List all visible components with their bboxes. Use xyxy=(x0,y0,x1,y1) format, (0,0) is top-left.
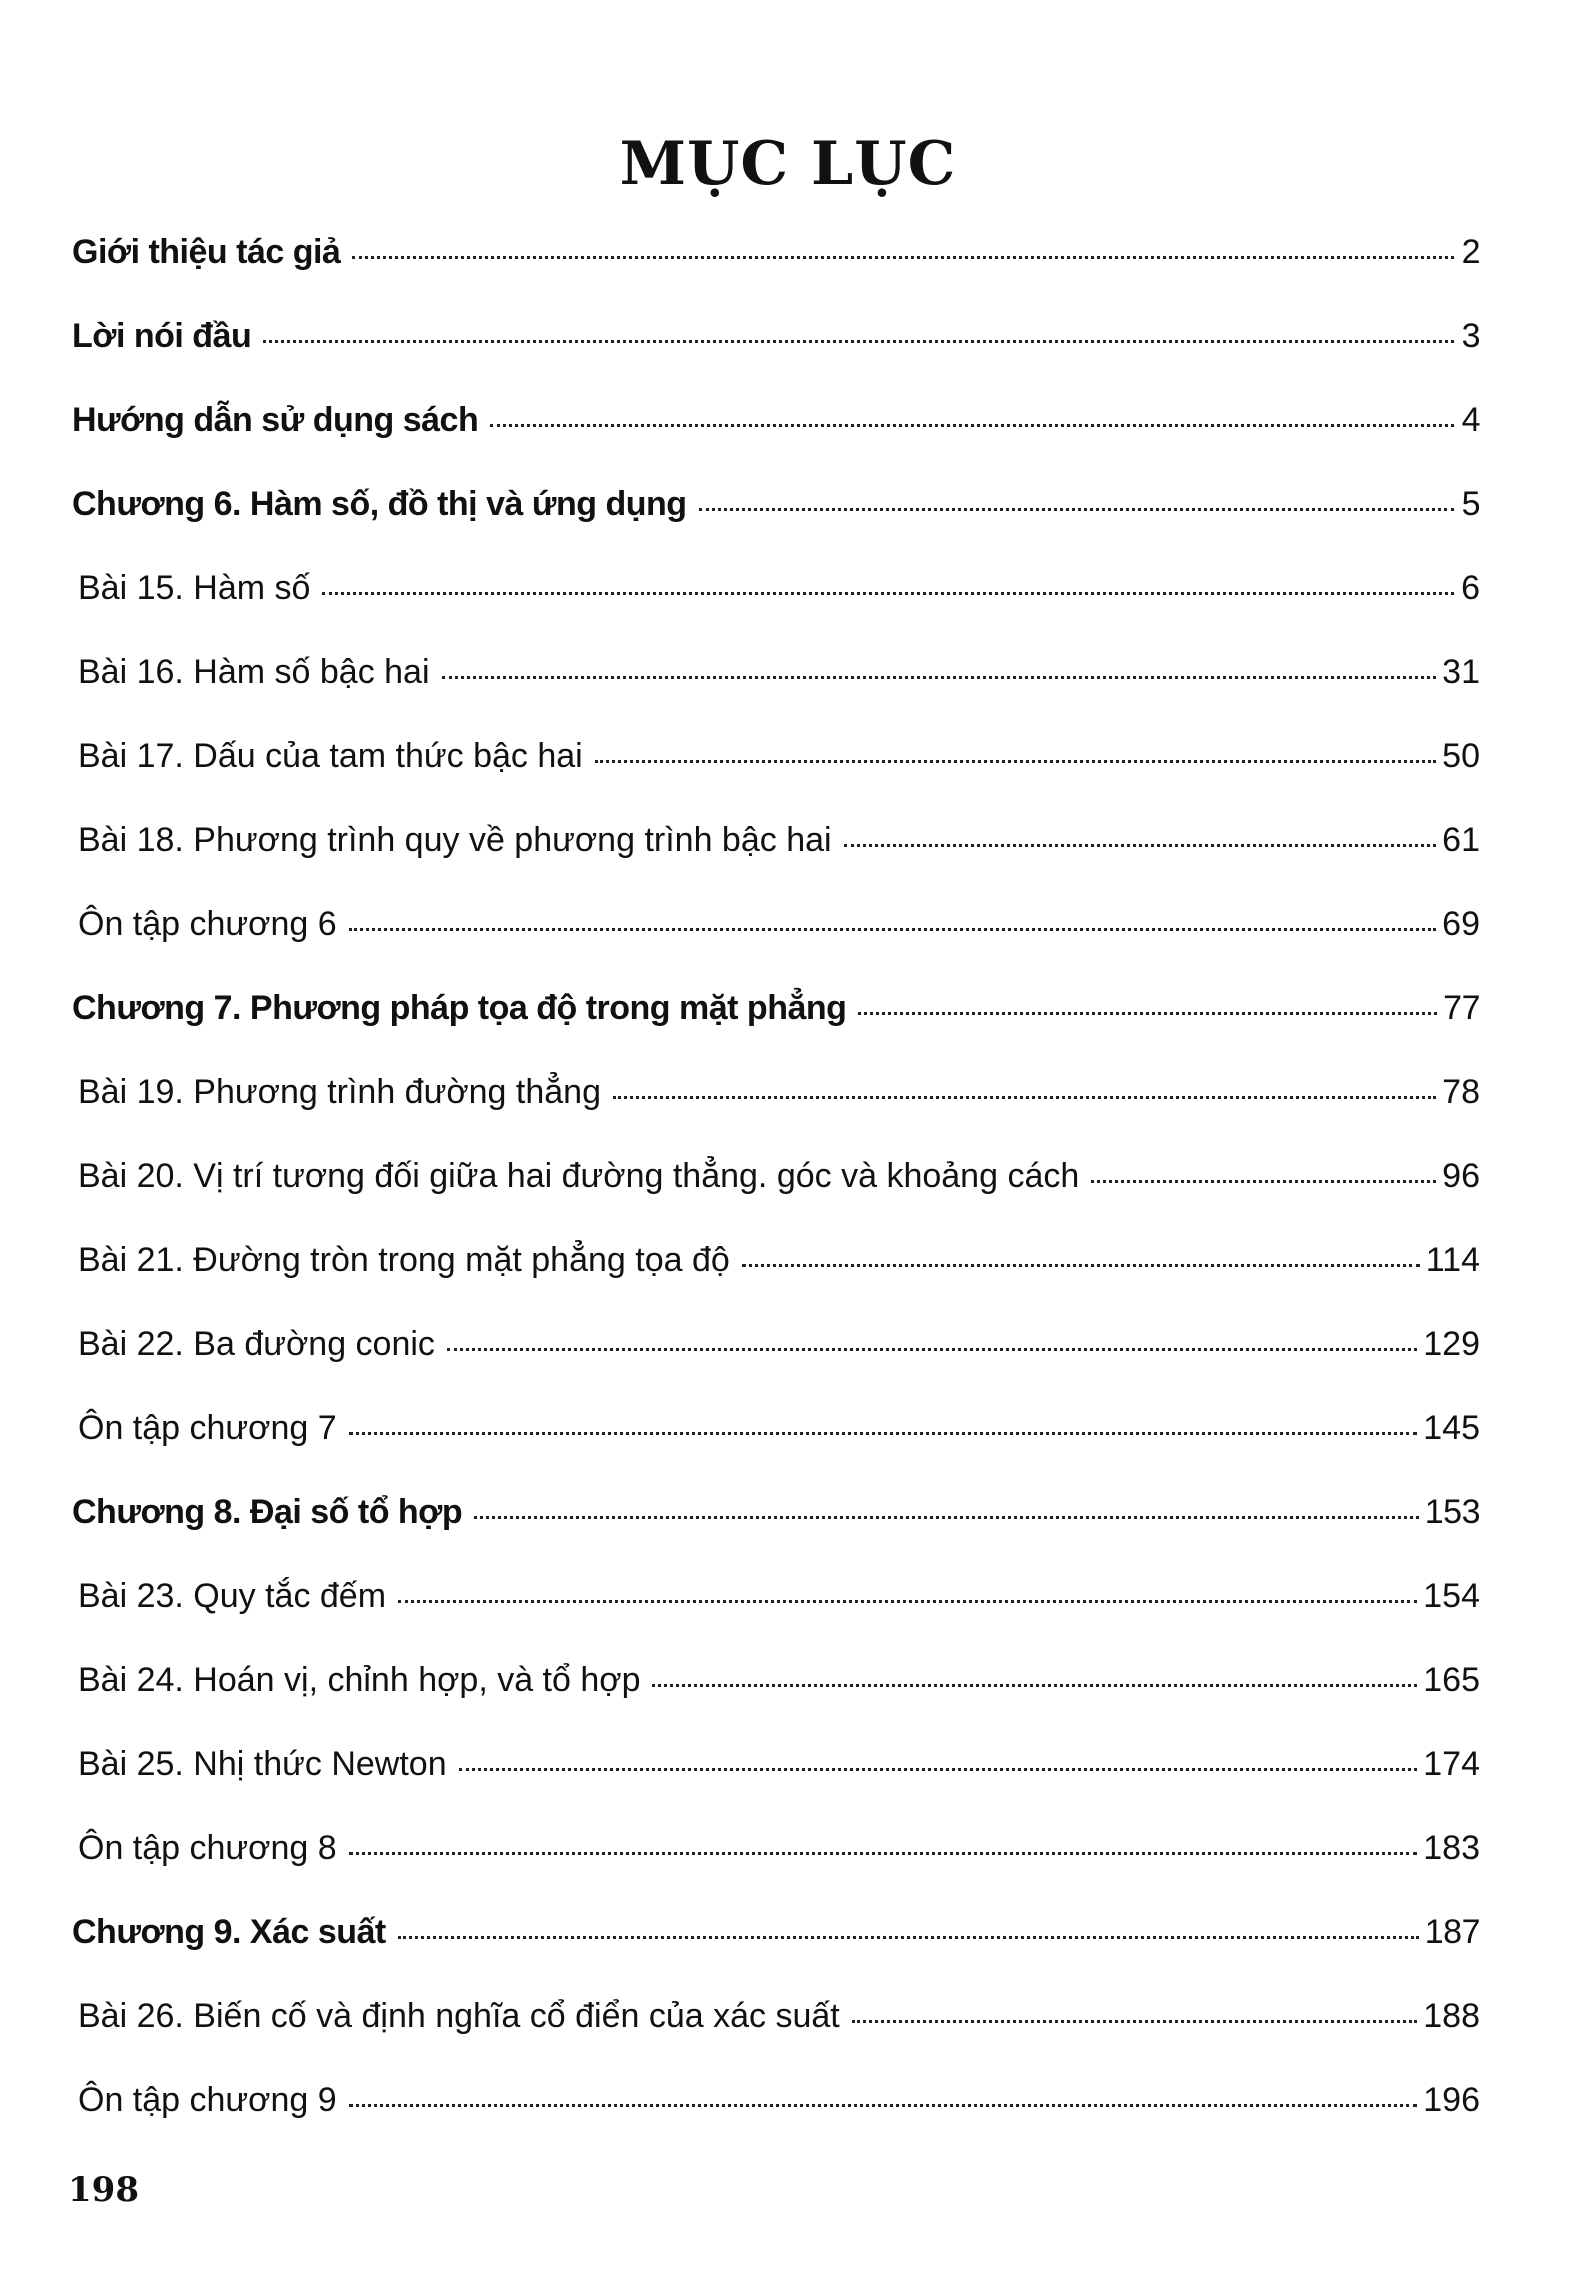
dot-leader xyxy=(742,1264,1420,1267)
toc-entry-page: 50 xyxy=(1442,737,1480,775)
toc-entry-page: 2 xyxy=(1461,233,1480,271)
page-title: MỤC LỤC xyxy=(619,129,957,199)
toc-entry-label: Chương 8. Đại số tổ hợp xyxy=(72,1493,463,1531)
dot-leader xyxy=(349,2104,1418,2107)
toc-entry-label: Ôn tập chương 8 xyxy=(78,1829,337,1867)
toc-entry[interactable] xyxy=(72,1806,1480,1890)
toc-entry-page: 114 xyxy=(1425,1241,1480,1279)
toc-entry-label: Ôn tập chương 7 xyxy=(78,1409,337,1447)
toc-entry[interactable] xyxy=(72,1722,1480,1806)
toc-entry-page: 153 xyxy=(1424,1493,1480,1531)
toc-entry[interactable] xyxy=(72,546,1480,630)
page-number: 198 xyxy=(68,2170,139,2210)
toc-entry-page: 77 xyxy=(1443,989,1480,1027)
toc-entry[interactable] xyxy=(72,630,1480,714)
toc-entry-label: Lời nói đầu xyxy=(72,317,252,355)
toc-entry[interactable] xyxy=(72,1050,1480,1134)
dot-leader xyxy=(263,340,1454,343)
dot-leader xyxy=(442,676,1437,679)
toc-entry-label: Chương 6. Hàm số, đồ thị và ứng dụng xyxy=(72,485,687,523)
toc-entry-label: Giới thiệu tác giả xyxy=(72,233,341,271)
dot-leader xyxy=(490,424,1454,427)
dot-leader xyxy=(858,1012,1437,1015)
toc-entry[interactable] xyxy=(72,294,1480,378)
toc-entry-label: Bài 23. Quy tắc đếm xyxy=(78,1577,387,1615)
dot-leader xyxy=(398,1600,1417,1603)
toc-entry[interactable] xyxy=(72,1974,1480,2058)
toc-entry-page: 183 xyxy=(1423,1829,1480,1867)
toc-entry-label: Bài 26. Biến cố và định nghĩa cổ điển của xác suất xyxy=(78,1997,840,2035)
toc-entry[interactable] xyxy=(72,1134,1480,1218)
toc-entry-page: 4 xyxy=(1461,401,1480,439)
toc-entry-label: Bài 25. Nhị thức Newton xyxy=(78,1745,447,1783)
toc-entry-label: Ôn tập chương 6 xyxy=(78,905,337,943)
dot-leader xyxy=(349,1432,1418,1435)
dot-leader xyxy=(613,1096,1436,1099)
dot-leader xyxy=(699,508,1454,511)
toc-entry-page: 78 xyxy=(1442,1073,1480,1111)
dot-leader xyxy=(652,1684,1417,1687)
toc-entry[interactable] xyxy=(72,1470,1480,1554)
toc-entry-label: Chương 9. Xác suất xyxy=(72,1913,386,1951)
toc-entry-page: 69 xyxy=(1442,905,1480,943)
toc-entry-page: 6 xyxy=(1461,569,1480,607)
toc-entry-label: Bài 22. Ba đường conic xyxy=(78,1325,435,1363)
toc-entry-page: 196 xyxy=(1423,2081,1480,2119)
toc-entry[interactable] xyxy=(72,714,1480,798)
toc-entry[interactable] xyxy=(72,966,1480,1050)
toc-entry-page: 165 xyxy=(1423,1661,1480,1699)
toc-entry-label: Bài 16. Hàm số bậc hai xyxy=(78,653,430,691)
toc-entry-label: Bài 20. Vị trí tương đối giữa hai đường thẳng. góc và khoảng cách xyxy=(78,1157,1080,1195)
dot-leader xyxy=(459,1768,1418,1771)
toc-entry[interactable] xyxy=(72,1386,1480,1470)
toc-entry[interactable] xyxy=(72,1890,1480,1974)
toc-entry-label: Bài 17. Dấu của tam thức bậc hai xyxy=(78,737,583,775)
toc-entry[interactable] xyxy=(72,1554,1480,1638)
toc-entry-label: Chương 7. Phương pháp tọa độ trong mặt phẳng xyxy=(72,989,847,1027)
toc-entry-page: 129 xyxy=(1423,1325,1480,1363)
toc-entry[interactable] xyxy=(72,1638,1480,1722)
toc-entry-page: 5 xyxy=(1461,485,1480,523)
dot-leader xyxy=(852,2020,1418,2023)
dot-leader xyxy=(844,844,1437,847)
toc-entry-label: Bài 24. Hoán vị, chỉnh hợp, và tổ hợp xyxy=(78,1661,641,1699)
toc-entry-page: 188 xyxy=(1423,1997,1480,2035)
toc-entry[interactable] xyxy=(72,1302,1480,1386)
dot-leader xyxy=(352,256,1454,259)
toc-entry[interactable] xyxy=(72,210,1480,294)
toc-entry-page: 154 xyxy=(1423,1577,1480,1615)
toc-entry[interactable] xyxy=(72,462,1480,546)
dot-leader xyxy=(474,1516,1419,1519)
toc-entry[interactable] xyxy=(72,378,1480,462)
dot-leader xyxy=(1091,1180,1436,1183)
toc-entry-label: Hướng dẫn sử dụng sách xyxy=(72,401,479,439)
toc-entry-page: 3 xyxy=(1461,317,1480,355)
toc-entry-page: 174 xyxy=(1423,1745,1480,1783)
toc-entry-label: Ôn tập chương 9 xyxy=(78,2081,337,2119)
toc-entry[interactable] xyxy=(72,2058,1480,2142)
dot-leader xyxy=(595,760,1436,763)
toc-entry-label: Bài 18. Phương trình quy về phương trình bậc hai xyxy=(78,821,832,859)
toc-entry-page: 187 xyxy=(1424,1913,1480,1951)
table-of-contents xyxy=(72,210,1480,2142)
dot-leader xyxy=(398,1936,1419,1939)
toc-entry-label: Bài 21. Đường tròn trong mặt phẳng tọa độ xyxy=(78,1241,730,1279)
toc-entry[interactable] xyxy=(72,1218,1480,1302)
toc-entry-page: 61 xyxy=(1442,821,1480,859)
dot-leader xyxy=(349,1852,1418,1855)
toc-entry-label: Bài 19. Phương trình đường thẳng xyxy=(78,1073,601,1111)
toc-entry-page: 145 xyxy=(1423,1409,1480,1447)
dot-leader xyxy=(322,592,1454,595)
toc-entry-page: 31 xyxy=(1442,653,1480,691)
dot-leader xyxy=(349,928,1437,931)
dot-leader xyxy=(447,1348,1417,1351)
toc-entry[interactable] xyxy=(72,882,1480,966)
toc-entry-label: Bài 15. Hàm số xyxy=(78,569,311,607)
toc-entry[interactable] xyxy=(72,798,1480,882)
toc-entry-page: 96 xyxy=(1442,1157,1480,1195)
